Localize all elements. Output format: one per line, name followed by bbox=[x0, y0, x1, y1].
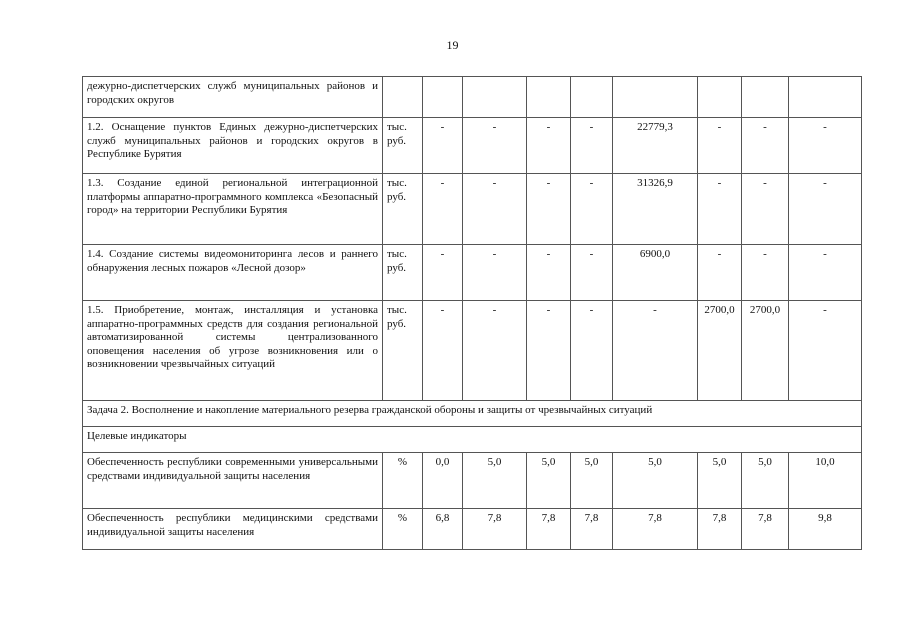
value-cell: 2700,0 bbox=[742, 301, 789, 401]
value-cell: - bbox=[463, 174, 527, 245]
indicators-row bbox=[83, 427, 862, 453]
table-row bbox=[83, 174, 862, 245]
value-cell: - bbox=[527, 118, 571, 174]
value-cell: 9,8 bbox=[789, 509, 862, 550]
value-cell: - bbox=[698, 118, 742, 174]
value-cell: - bbox=[742, 245, 789, 301]
table-row bbox=[83, 509, 862, 550]
value-cell: 7,8 bbox=[571, 509, 613, 550]
value-cell: - bbox=[789, 301, 862, 401]
row-unit bbox=[383, 77, 423, 118]
page-number: 19 bbox=[446, 38, 459, 52]
value-cell: 5,0 bbox=[527, 453, 571, 509]
row-name: Обеспеченность республики медицинскими средствами индивидуальной защиты населения bbox=[83, 509, 383, 550]
value-cell: - bbox=[571, 118, 613, 174]
value-cell: 7,8 bbox=[527, 509, 571, 550]
table-row bbox=[83, 77, 862, 118]
table-row bbox=[83, 453, 862, 509]
table-row bbox=[83, 245, 862, 301]
value-cell: - bbox=[423, 245, 463, 301]
indicators-heading: Целевые индикаторы bbox=[83, 427, 862, 453]
value-cell bbox=[423, 77, 463, 118]
value-cell: - bbox=[742, 174, 789, 245]
value-cell: - bbox=[789, 245, 862, 301]
value-cell: - bbox=[571, 174, 613, 245]
value-cell: 7,8 bbox=[698, 509, 742, 550]
value-cell bbox=[527, 77, 571, 118]
row-name: Обеспеченность республики современными универсальными средствами индивидуальной защиты населения bbox=[83, 453, 383, 509]
value-cell: - bbox=[571, 245, 613, 301]
value-cell: - bbox=[527, 245, 571, 301]
value-cell: - bbox=[463, 301, 527, 401]
value-cell: - bbox=[527, 174, 571, 245]
value-cell: 0,0 bbox=[423, 453, 463, 509]
value-cell: - bbox=[423, 174, 463, 245]
value-cell: 5,0 bbox=[742, 453, 789, 509]
value-cell: - bbox=[742, 118, 789, 174]
value-cell: 7,8 bbox=[463, 509, 527, 550]
row-unit: тыс. руб. bbox=[383, 118, 423, 174]
value-cell bbox=[613, 77, 698, 118]
task-heading: Задача 2. Восполнение и накопление материального резерва гражданской обороны и защиты от чрезвычайных ситуаций bbox=[83, 401, 862, 427]
row-unit: тыс. руб. bbox=[383, 245, 423, 301]
value-cell: - bbox=[698, 245, 742, 301]
value-cell: 5,0 bbox=[571, 453, 613, 509]
row-name: 1.3. Создание единой региональной интеграционной платформы аппаратно-программного комплекса «Безопасный город» на территории Республики Бурятия bbox=[83, 174, 383, 245]
value-cell: 5,0 bbox=[463, 453, 527, 509]
row-name: 1.5. Приобретение, монтаж, инсталляция и установка аппаратно-программных средств для создания региональной автоматизированной системы централизованного оповещения населения об угрозе возникновения или о возникновении чрезвычайных ситуаций bbox=[83, 301, 383, 401]
value-cell: - bbox=[613, 301, 698, 401]
value-cell bbox=[463, 77, 527, 118]
value-cell: 2700,0 bbox=[698, 301, 742, 401]
row-name: 1.4. Создание системы видеомониторинга лесов и раннего обнаружения лесных пожаров «Лесной дозор» bbox=[83, 245, 383, 301]
value-cell: 5,0 bbox=[613, 453, 698, 509]
value-cell: 22779,3 bbox=[613, 118, 698, 174]
value-cell: - bbox=[423, 301, 463, 401]
row-unit: % bbox=[383, 509, 423, 550]
row-unit: тыс. руб. bbox=[383, 301, 423, 401]
value-cell: 6,8 bbox=[423, 509, 463, 550]
value-cell bbox=[698, 77, 742, 118]
value-cell: - bbox=[527, 301, 571, 401]
value-cell bbox=[742, 77, 789, 118]
value-cell: - bbox=[423, 118, 463, 174]
value-cell: 5,0 bbox=[698, 453, 742, 509]
value-cell: 7,8 bbox=[742, 509, 789, 550]
row-unit: тыс. руб. bbox=[383, 174, 423, 245]
value-cell bbox=[789, 77, 862, 118]
row-name: дежурно-диспетчерских служб муниципальных районов и городских округов bbox=[83, 77, 383, 118]
value-cell: - bbox=[789, 118, 862, 174]
value-cell: 31326,9 bbox=[613, 174, 698, 245]
value-cell bbox=[571, 77, 613, 118]
value-cell: - bbox=[571, 301, 613, 401]
row-unit: % bbox=[383, 453, 423, 509]
value-cell: - bbox=[698, 174, 742, 245]
table-row bbox=[83, 118, 862, 174]
value-cell: - bbox=[463, 245, 527, 301]
value-cell: - bbox=[463, 118, 527, 174]
table-row bbox=[83, 301, 862, 401]
row-name: 1.2. Оснащение пунктов Единых дежурно-диспетчерских служб муниципальных районов и городских округов в Республике Бурятия bbox=[83, 118, 383, 174]
value-cell: 7,8 bbox=[613, 509, 698, 550]
value-cell: 6900,0 bbox=[613, 245, 698, 301]
program-table bbox=[82, 76, 862, 550]
value-cell: - bbox=[789, 174, 862, 245]
task-row bbox=[83, 401, 862, 427]
value-cell: 10,0 bbox=[789, 453, 862, 509]
